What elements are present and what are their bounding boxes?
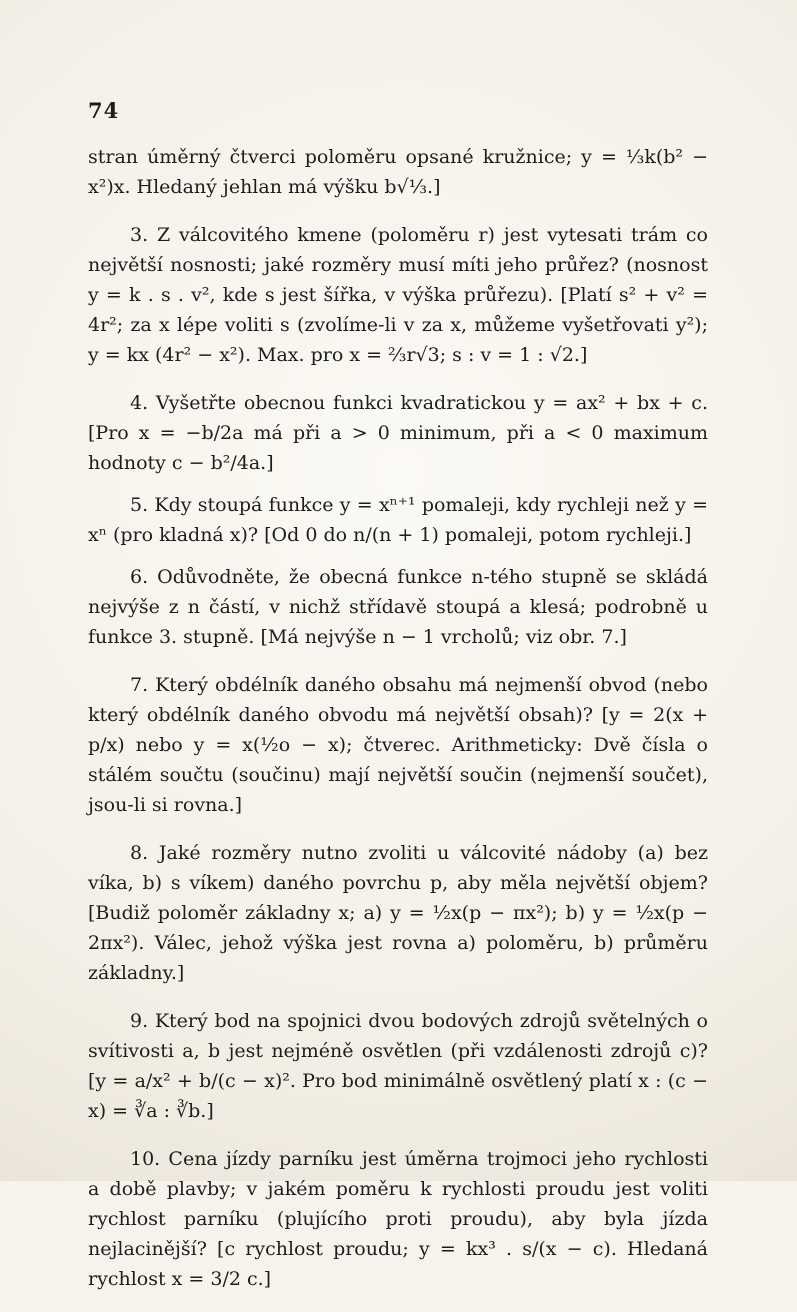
exercise-3 (88, 220, 708, 370)
paragraph-text: 6. Odůvodněte, že obecná funkce n-tého stupně se skládá nejvýše z n částí, v nichž střídavě stoupá a klesá; podrobně u funkce 3. stupně. [Má nejvýše n − 1 vrcholů; viz obr. 7.] (88, 566, 708, 648)
paragraph-text: stran úměrný čtverci poloměru opsané kružnice; y = ⅓k(b² − x²)x. Hledaný jehlan má výšku b√⅓.] (88, 146, 708, 198)
exercise-10 (88, 1144, 708, 1294)
exercise-8 (88, 838, 708, 988)
exercise-4 (88, 388, 708, 478)
exercise-6 (88, 562, 708, 652)
exercise-5 (88, 490, 708, 550)
page-number: 74 (88, 98, 120, 123)
paragraph-text: 3. Z válcovitého kmene (poloměru r) jest vytesati trám co největší nosnosti; jaké rozměry musí míti jeho průřez? (nosnost y = k . s . v², kde s jest šířka, v výška průřezu). [Platí s² + v² = 4r²; za x lépe voliti s (zvolíme-li v za x, můžeme vyšetřovati y²); y = kx (4r² − x²). Max. pro x = ⅔r√3; s : v = 1 : √2.] (88, 224, 708, 366)
paragraph-text: 7. Který obdélník daného obsahu má nejmenší obvod (nebo který obdélník daného obvodu má největší obsah)? [y = 2(x + p/x) nebo y = x(½o − x); čtverec. Arithmeticky: Dvě čísla o stálém součtu (součinu) mají největší součin (nejmenší součet), jsou-li si rovna.] (88, 674, 708, 816)
paragraph-text: 10. Cena jízdy parníku jest úměrna trojmoci jeho rychlosti a době plavby; v jakém poměru k rychlosti proudu jest voliti rychlost parníku (plujícího proti proudu), aby byla jízda nejlacinější? [c rychlost proudu; y = kx³ . s/(x − c). Hledaná rychlost x = 3/2 c.] (88, 1148, 708, 1290)
exercise-list (88, 142, 708, 1312)
paragraph-text: 9. Který bod na spojnici dvou bodových zdrojů světelných o svítivosti a, b jest nejméně osvětlen (při vzdálenosti zdrojů c)? [y = a/x² + b/(c − x)². Pro bod minimálně osvětlený platí x : (c − x) = ∛a : ∛b.] (88, 1010, 708, 1122)
continuation-paragraph (88, 142, 708, 202)
paragraph-text: 8. Jaké rozměry nutno zvoliti u válcovité nádoby (a) bez víka, b) s víkem) daného povrchu p, aby měla největší objem? [Budiž poloměr základny x; a) y = ½x(p − πx²); b) y = ½x(p − 2πx²). Válec, jehož výška jest rovna a) poloměru, b) průměru základny.] (88, 842, 708, 984)
exercise-9 (88, 1006, 708, 1126)
exercise-7 (88, 670, 708, 820)
paragraph-text: 4. Vyšetřte obecnou funkci kvadratickou y = ax² + bx + c. [Pro x = −b/2a má při a > 0 minimum, při a < 0 maximum hodnoty c − b²/4a.] (88, 392, 708, 474)
paragraph-text: 5. Kdy stoupá funkce y = xⁿ⁺¹ pomaleji, kdy rychleji než y = xⁿ (pro kladná x)? [Od 0 do n/(n + 1) pomaleji, potom rychleji.] (88, 494, 708, 546)
